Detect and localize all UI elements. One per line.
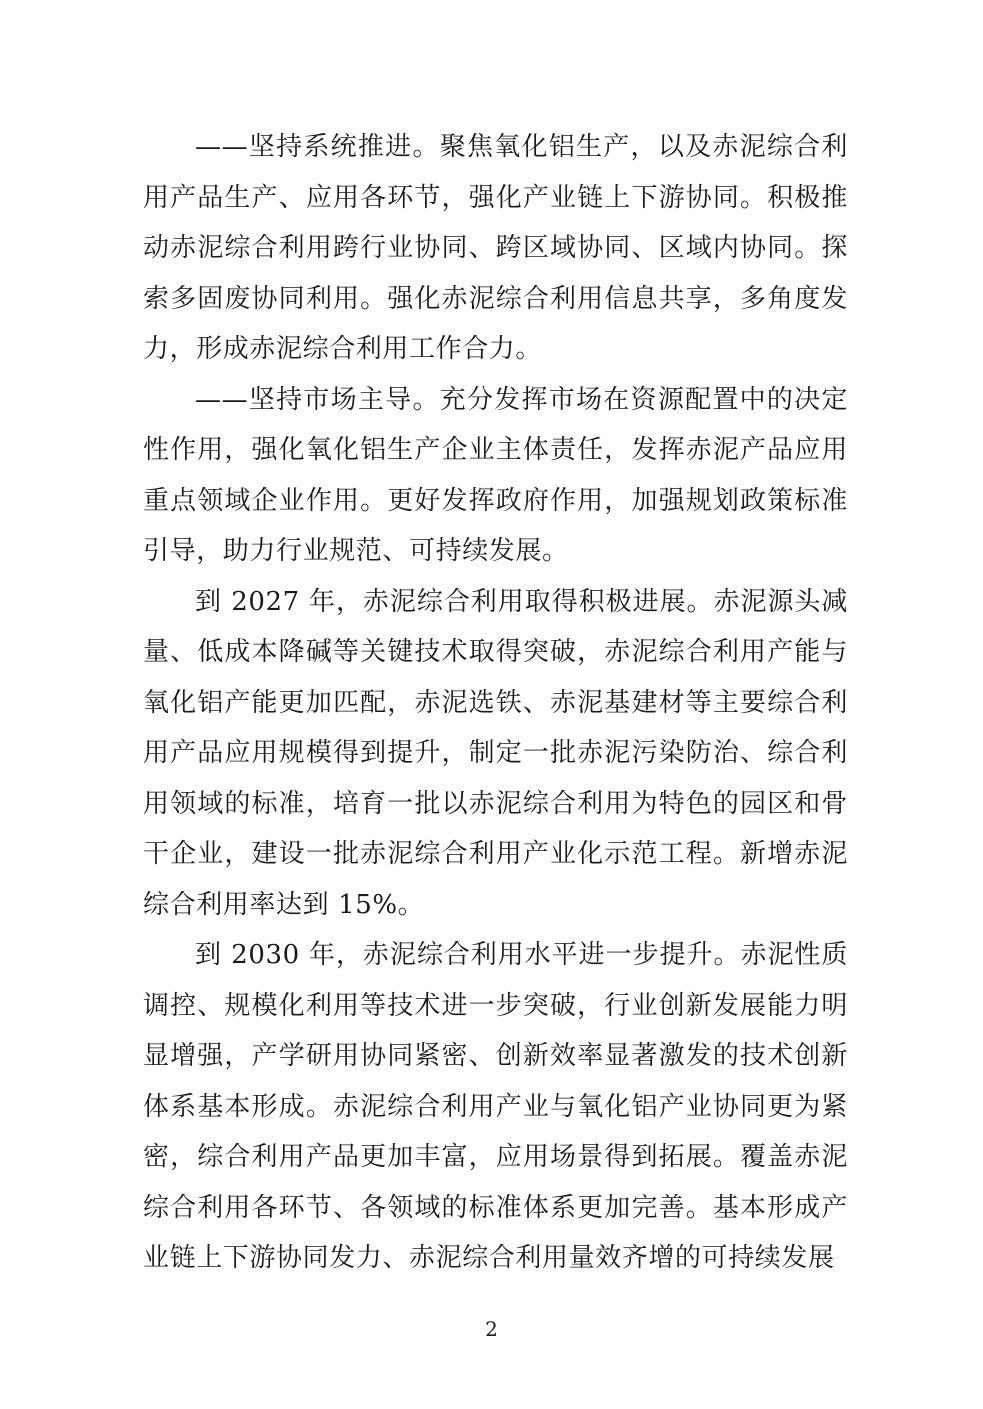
paragraph-goal-2030: 到 2030 年，赤泥综合利用水平进一步提升。赤泥性质调控、规模化利用等技术进一步突破，行业创新发展能力明显增强，产学研用协同紧密、创新效率显著激发的技术创新体系基本形成。赤泥综合利用产业与氧化铝产业协同更为紧密，综合利用产品更加丰富，应用场景得到拓展。覆盖赤泥综合利用各环节、各领域的标准体系更加完善。基本形成产业链上下游协同发力、赤泥综合利用量效齐增的可持续发展 <box>143 940 848 1273</box>
paragraph-market-led: ——坚持市场主导。充分发挥市场在资源配置中的决定性作用，强化氧化铝生产企业主体责任，发挥赤泥产品应用重点领域企业作用。更好发挥政府作用，加强规划政策标准引导，助力行业规范、可持续发展。 <box>143 384 848 566</box>
paragraph-goal-2027: 到 2027 年，赤泥综合利用取得积极进展。赤泥源头减量、低成本降碱等关键技术取得突破，赤泥综合利用产能与氧化铝产能更加匹配，赤泥选铁、赤泥基建材等主要综合利用产品应用规模得到提升，制定一批赤泥污染防治、综合利用领域的标准，培育一批以赤泥综合利用为特色的园区和骨干企业，建设一批赤泥综合利用产业化示范工程。新增赤泥综合利用率达到 15%。 <box>143 586 848 920</box>
page-number: 2 <box>485 1317 498 1341</box>
body-text <box>143 122 848 1284</box>
paragraph-system-advance: ——坚持系统推进。聚焦氧化铝生产，以及赤泥综合利用产品生产、应用各环节，强化产业链上下游协同。积极推动赤泥综合利用跨行业协同、跨区域协同、区域内协同。探索多固废协同利用。强化赤泥综合利用信息共享，多角度发力，形成赤泥综合利用工作合力。 <box>143 132 848 364</box>
